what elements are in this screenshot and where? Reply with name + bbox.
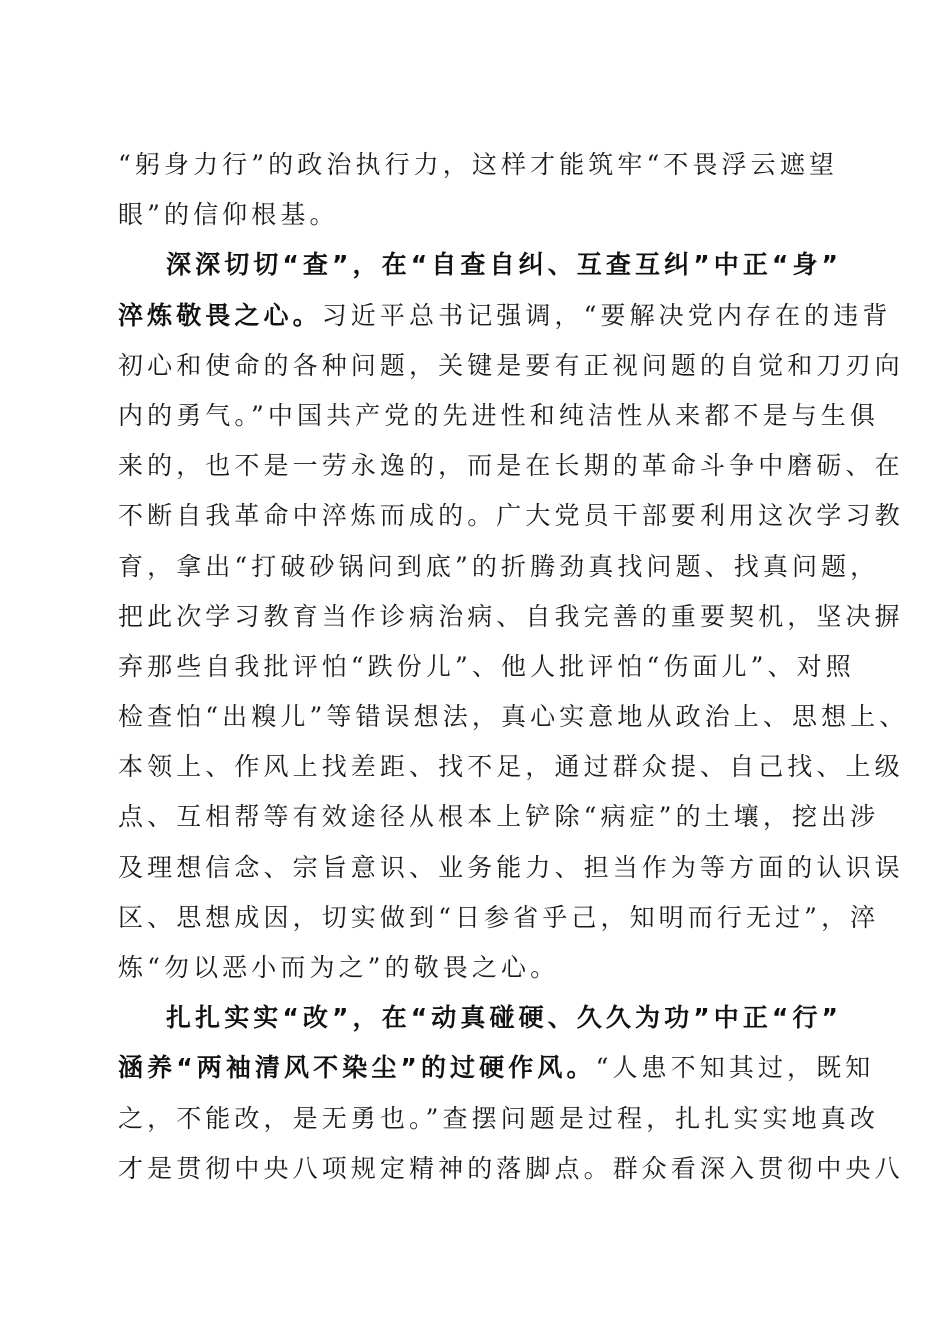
text-line — [118, 190, 836, 240]
bold-heading: 涵养“两袖清风不染尘”的过硬作风。 — [118, 1053, 596, 1083]
text-line — [118, 943, 836, 993]
text-line — [118, 1144, 904, 1194]
bold-heading: 扎扎实实“改”，在“动真碰硬、久久为功”中正“行” — [166, 1003, 843, 1033]
body-text: “人患不知其过，既知 — [595, 1053, 875, 1083]
text-line — [118, 140, 836, 190]
body-text: 来的，也不是一劳永逸的，而是在长期的革命斗争中磨砺、在 — [118, 451, 904, 481]
text-line — [118, 592, 904, 642]
paragraph-start-line — [118, 993, 843, 1043]
body-text: 本领上、作风上找差距、找不足，通过群众提、自己找、上级 — [118, 752, 904, 782]
body-text: 点、互相帮等有效途径从根本上铲除“病症”的土壤，挖出涉 — [118, 802, 880, 832]
text-line — [118, 692, 909, 742]
text-line — [118, 1043, 875, 1093]
body-text: 弃那些自我批评怕“跌份儿”、他人批评怕“伤面儿”、对照 — [118, 651, 855, 681]
body-text: 育，拿出“打破砂锅问到底”的折腾劲真找问题、找真问题， — [118, 551, 880, 581]
text-line — [118, 491, 904, 541]
body-text: 初心和使命的各种问题，关键是要有正视问题的自觉和刀刃向 — [118, 350, 904, 380]
body-text: “躬身力行”的政治执行力，这样才能筑牢“不畏浮云遮望 — [118, 150, 838, 179]
text-line — [118, 291, 892, 341]
body-text: 区、思想成因，切实做到“日参省乎己，知明而行无过”，淬 — [118, 902, 880, 932]
body-text: 炼“勿以恶小而为之”的敬畏之心。 — [118, 953, 560, 982]
body-text: 习近平总书记强调，“要解决党内存在的违背 — [321, 300, 892, 330]
body-text: 检查怕“出糗儿”等错误想法，真心实意地从政治上、思想上、 — [118, 702, 909, 732]
text-line — [118, 792, 880, 842]
body-text: 及理想信念、宗旨意识、业务能力、担当作为等方面的认识误 — [118, 852, 904, 882]
paragraph-start-line — [118, 240, 843, 290]
text-line — [118, 742, 904, 792]
text-line — [118, 542, 880, 592]
text-line — [118, 893, 880, 943]
text-line — [118, 1094, 879, 1144]
body-text: 把此次学习教育当作诊病治病、自我完善的重要契机，坚决摒 — [118, 601, 904, 631]
text-line — [118, 642, 855, 692]
body-text: 内的勇气。”中国共产党的先进性和纯洁性从来都不是与生俱 — [118, 400, 879, 430]
body-text: 眼”的信仰根基。 — [118, 200, 339, 230]
body-text: 不断自我革命中淬炼而成的。广大党员干部要利用这次学习教 — [118, 501, 904, 531]
text-line — [118, 341, 904, 391]
body-text: 才是贯彻中央八项规定精神的落脚点。群众看深入贯彻中央八 — [118, 1153, 904, 1183]
bold-heading: 淬炼敬畏之心。 — [118, 300, 322, 330]
text-line — [118, 441, 904, 491]
body-text: 之，不能改，是无勇也。”查摆问题是过程，扎扎实实地真改 — [118, 1103, 879, 1133]
document-body — [118, 140, 909, 1194]
text-line — [118, 391, 879, 441]
bold-heading: 深深切切“查”，在“自查自纠、互查互纠”中正“身” — [166, 250, 843, 280]
text-line — [118, 843, 904, 893]
